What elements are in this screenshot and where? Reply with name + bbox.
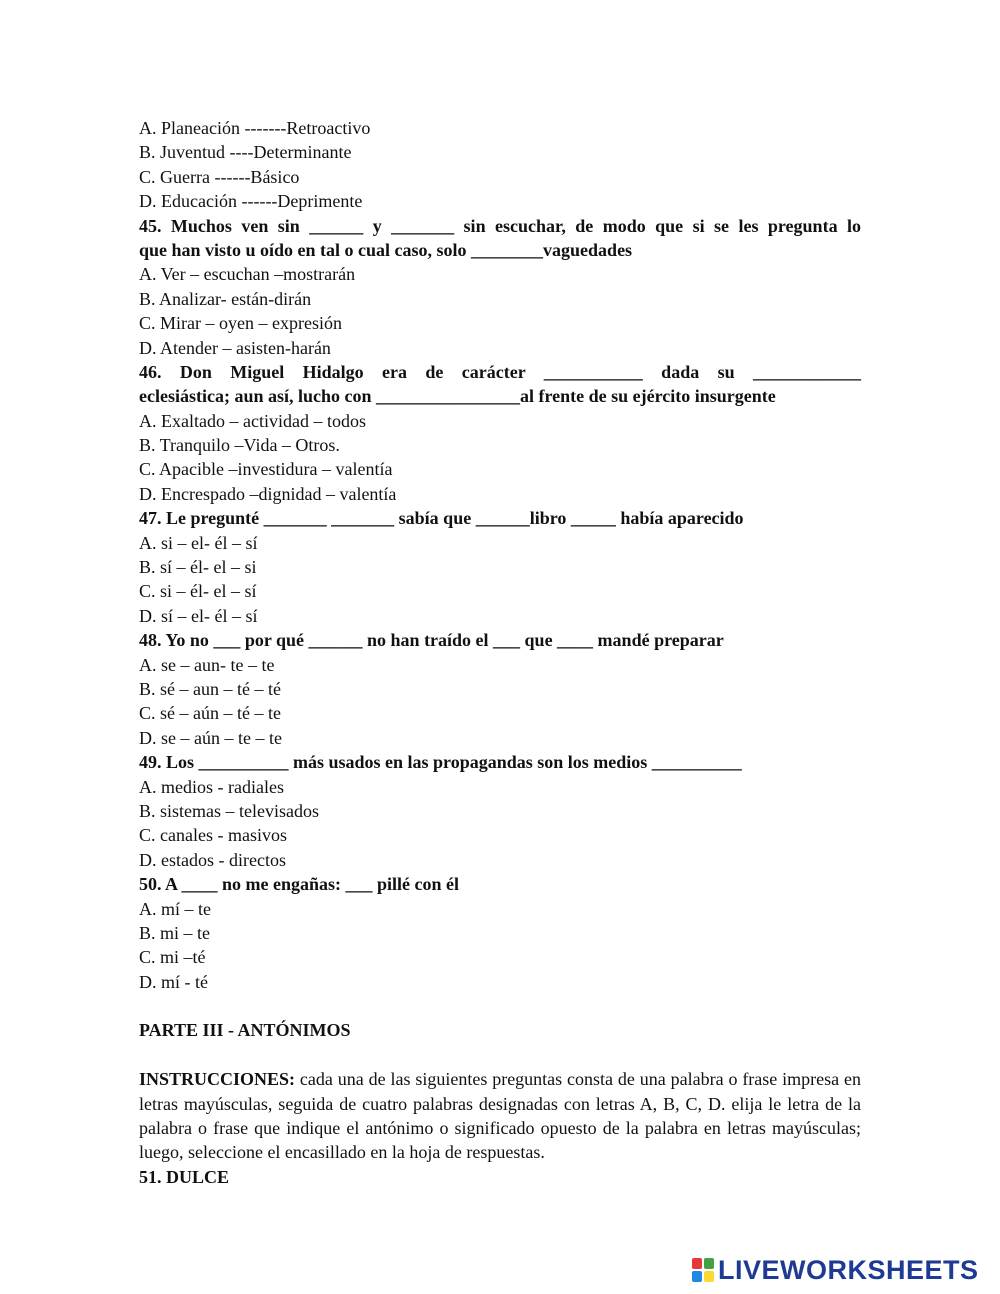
question-48: 48. Yo no ___ por qué ______ no han traído el ___ que ____ mandé preparar bbox=[139, 630, 724, 651]
instructions-paragraph bbox=[139, 1067, 861, 1165]
option-46-d[interactable]: D. Encrespado –dignidad – valentía bbox=[139, 483, 397, 504]
instructions-text: cada una de las siguientes preguntas consta de una palabra o frase impresa en letras mayúsculas, seguida de cuatro palabras designadas con letras A, B, C, D. elija le letra de la palabra o frase que indique el antónimo o significado opuesto de la palabra en letras mayúsculas; luego, seleccione el encasillado en la hoja de respuestas. bbox=[139, 1069, 861, 1163]
option-45-c[interactable]: C. Mirar – oyen – expresión bbox=[139, 313, 342, 334]
option-line: A. Planeación -------Retroactivo bbox=[139, 118, 371, 138]
option-line: D. Educación ------Deprimente bbox=[139, 191, 363, 212]
liveworksheets-logo bbox=[692, 1255, 979, 1285]
question-45-line-1: 45. Muchos ven sin ______ y _______ sin escuchar, de modo que si se les pregunta lo bbox=[139, 215, 861, 236]
option-48-a[interactable]: A. se – aun- te – te bbox=[139, 654, 275, 675]
question-50: 50. A ____ no me engañas: ___ pillé con él bbox=[139, 874, 460, 895]
worksheet-page bbox=[139, 116, 861, 1189]
option-50-d[interactable]: D. mí - té bbox=[139, 971, 208, 992]
option-47-a[interactable]: A. si – el- él – sí bbox=[139, 532, 258, 553]
question-46-line-1: 46. Don Miguel Hidalgo era de carácter ___________ dada su ____________ bbox=[139, 361, 861, 382]
option-49-c[interactable]: C. canales - masivos bbox=[139, 825, 287, 846]
option-47-d[interactable]: D. sí – el- él – sí bbox=[139, 605, 258, 626]
question-51: 51. DULCE bbox=[139, 1166, 230, 1187]
option-50-a[interactable]: A. mí – te bbox=[139, 898, 211, 919]
option-48-b[interactable]: B. sé – aun – té – té bbox=[139, 678, 281, 699]
option-45-a[interactable]: A. Ver – escuchan –mostrarán bbox=[139, 264, 356, 285]
option-48-d[interactable]: D. se – aún – te – te bbox=[139, 727, 282, 748]
logo-square-green bbox=[704, 1258, 714, 1269]
part-heading: PARTE III - ANTÓNIMOS bbox=[139, 1020, 351, 1041]
spacer bbox=[139, 1043, 861, 1067]
option-49-d[interactable]: D. estados - directos bbox=[139, 849, 286, 870]
question-45-line-2: que han visto u oído en tal o cual caso, solo ________vaguedades bbox=[139, 239, 633, 260]
logo-square-yellow bbox=[704, 1271, 714, 1282]
option-line: C. Guerra ------Básico bbox=[139, 166, 300, 187]
spacer bbox=[139, 994, 861, 1018]
logo-text: LIVEWORKSHEETS bbox=[718, 1254, 979, 1285]
option-48-c[interactable]: C. sé – aún – té – te bbox=[139, 703, 281, 724]
question-49: 49. Los __________ más usados en las propagandas son los medios __________ bbox=[139, 752, 742, 773]
option-50-c[interactable]: C. mi –té bbox=[139, 947, 206, 968]
question-47: 47. Le pregunté _______ _______ sabía que ______libro _____ había aparecido bbox=[139, 508, 744, 529]
option-49-a[interactable]: A. medios - radiales bbox=[139, 776, 284, 797]
option-50-b[interactable]: B. mi – te bbox=[139, 922, 210, 943]
option-46-b[interactable]: B. Tranquilo –Vida – Otros. bbox=[139, 435, 340, 456]
question-46-line-2: eclesiástica; aun así, lucho con ________________al frente de su ejército insurgente bbox=[139, 386, 776, 407]
option-line: B. Juventud ----Determinante bbox=[139, 142, 352, 163]
option-46-a[interactable]: A. Exaltado – actividad – todos bbox=[139, 410, 366, 431]
option-47-b[interactable]: B. sí – él- el – si bbox=[139, 557, 257, 578]
logo-square-blue bbox=[692, 1271, 702, 1282]
logo-square-red bbox=[692, 1258, 702, 1269]
option-47-c[interactable]: C. si – él- el – sí bbox=[139, 581, 257, 602]
option-46-c[interactable]: C. Apacible –investidura – valentía bbox=[139, 459, 393, 480]
option-45-d[interactable]: D. Atender – asisten-harán bbox=[139, 337, 331, 358]
instructions-label: INSTRUCCIONES: bbox=[139, 1069, 296, 1090]
option-45-b[interactable]: B. Analizar- están-dirán bbox=[139, 288, 312, 309]
option-49-b[interactable]: B. sistemas – televisados bbox=[139, 800, 319, 821]
logo-icon bbox=[692, 1258, 714, 1282]
